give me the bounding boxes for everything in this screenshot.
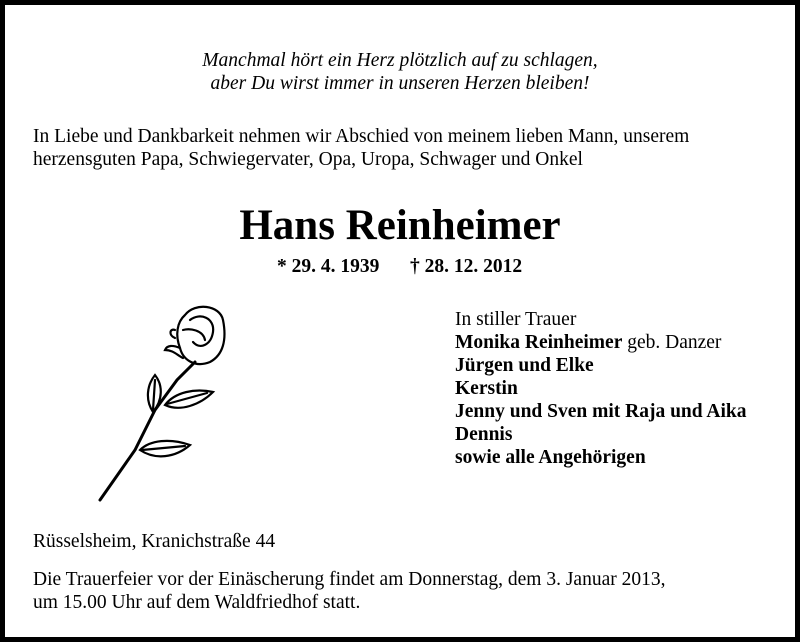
quote-line-1: Manchmal hört ein Herz plötzlich auf zu schlagen, — [202, 50, 598, 71]
mourner-line: Dennis — [455, 424, 513, 445]
mourner-line-1 — [455, 331, 721, 354]
mourner-line: Jürgen und Elke — [455, 355, 594, 376]
intro-line-2: herzensguten Papa, Schwiegervater, Opa, Uropa, Schwager und Onkel — [33, 149, 583, 170]
rose-illustration — [95, 300, 230, 505]
mourner-name-bold: Monika Reinheimer — [455, 332, 623, 353]
mourner-line: Kerstin — [455, 378, 518, 399]
mourner-line: sowie alle Angehörigen — [455, 447, 646, 468]
deceased-name: Hans Reinheimer — [239, 202, 561, 249]
birth-date: * 29. 4. 1939 — [277, 256, 380, 277]
funeral-line-1: Die Trauerfeier vor der Einäscherung findet am Donnerstag, dem 3. Januar 2013, — [33, 569, 666, 590]
death-date: † 28. 12. 2012 — [410, 256, 523, 277]
mourner-name-rest: geb. Danzer — [622, 332, 722, 353]
quote-line-2: aber Du wirst immer in unseren Herzen bleiben! — [210, 73, 590, 94]
mourners-heading: In stiller Trauer — [455, 309, 577, 330]
mourner-line: Jenny und Sven mit Raja und Aika — [455, 401, 747, 422]
address: Rüsselsheim, Kranichstraße 44 — [33, 531, 276, 552]
intro-line-1: In Liebe und Dankbarkeit nehmen wir Abschied von meinem lieben Mann, unserem — [33, 126, 690, 147]
funeral-line-2: um 15.00 Uhr auf dem Waldfriedhof statt. — [33, 592, 361, 613]
